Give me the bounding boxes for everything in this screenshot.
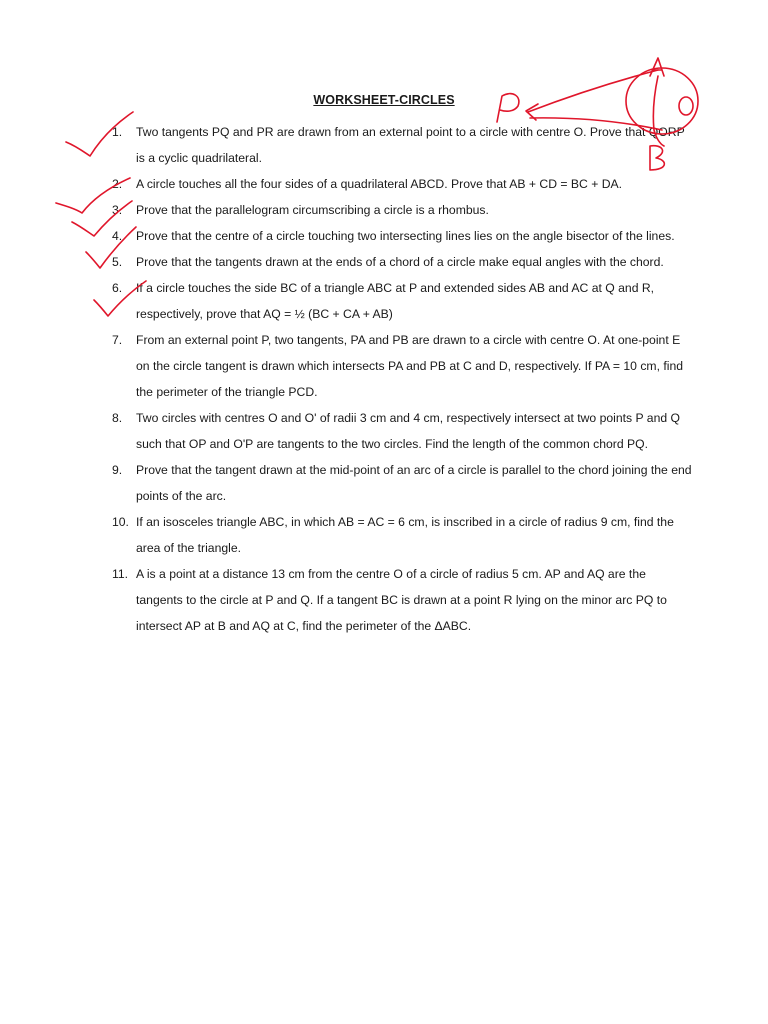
question-item [112, 171, 692, 197]
question-text: A circle touches all the four sides of a quadrilateral ABCD. Prove that AB + CD = BC + DA. [136, 177, 623, 191]
question-text: If an isosceles triangle ABC, in which AB = AC = 6 cm, is inscribed in a circle of radius 9 cm, find the area of the triangle. [136, 515, 674, 555]
question-item [112, 405, 692, 457]
question-text: Prove that the parallelogram circumscribing a circle is a rhombus. [136, 203, 489, 217]
question-item [112, 561, 692, 639]
question-text: Two tangents PQ and PR are drawn from an external point to a circle with centre O. Prove that QORP is a cyclic quadrilateral. [136, 125, 685, 165]
question-text: From an external point P, two tangents, PA and PB are drawn to a circle with centre O. At one-point E on the circle tangent is drawn which intersects PA and PB at C and D, respectively. If PA = 10 cm, find the perimeter of the triangle PCD. [136, 333, 684, 399]
question-text: Prove that the tangent drawn at the mid-point of an arc of a circle is parallel to the chord joining the end points of the arc. [136, 463, 692, 503]
question-number: 3. [112, 203, 123, 217]
question-number: 5. [112, 255, 123, 269]
question-number: 8. [112, 411, 123, 425]
question-text: If a circle touches the side BC of a triangle ABC at P and extended sides AB and AC at Q and R, respectively, prove that AQ = ½ (BC + CA + AB) [136, 281, 655, 321]
question-number: 7. [112, 333, 123, 347]
question-item [112, 327, 692, 405]
question-text: Prove that the centre of a circle touching two intersecting lines lies on the angle bisector of the lines. [136, 229, 675, 243]
question-item [112, 223, 692, 249]
question-item [112, 249, 692, 275]
question-number: 6. [112, 281, 123, 295]
question-number: 9. [112, 463, 123, 477]
letter-a-sketch [650, 58, 664, 76]
question-text: Two circles with centres O and O' of radii 3 cm and 4 cm, respectively intersect at two points P and Q such that OP and O'P are tangents to the two circles. Find the length of the common chord PQ. [136, 411, 680, 451]
question-number: 4. [112, 229, 123, 243]
question-item [112, 457, 692, 509]
question-list [112, 119, 692, 639]
question-text: Prove that the tangents drawn at the ends of a chord of a circle make equal angles with the chord. [136, 255, 664, 269]
worksheet-title: WORKSHEET-CIRCLES [313, 93, 455, 107]
question-item [112, 119, 692, 171]
question-item [112, 509, 692, 561]
question-number: 10. [112, 515, 129, 529]
question-item [112, 197, 692, 223]
question-text: A is a point at a distance 13 cm from the centre O of a circle of radius 5 cm. AP and AQ are the tangents to the circle at P and Q. If a tangent BC is drawn at a point R lying on the minor arc PQ to intersect AP at B and AQ at C, find the perimeter of the ΔABC. [136, 567, 667, 633]
question-number: 11. [112, 567, 129, 581]
question-item [112, 275, 692, 327]
question-number: 2. [112, 177, 123, 191]
question-number: 1. [112, 125, 123, 139]
